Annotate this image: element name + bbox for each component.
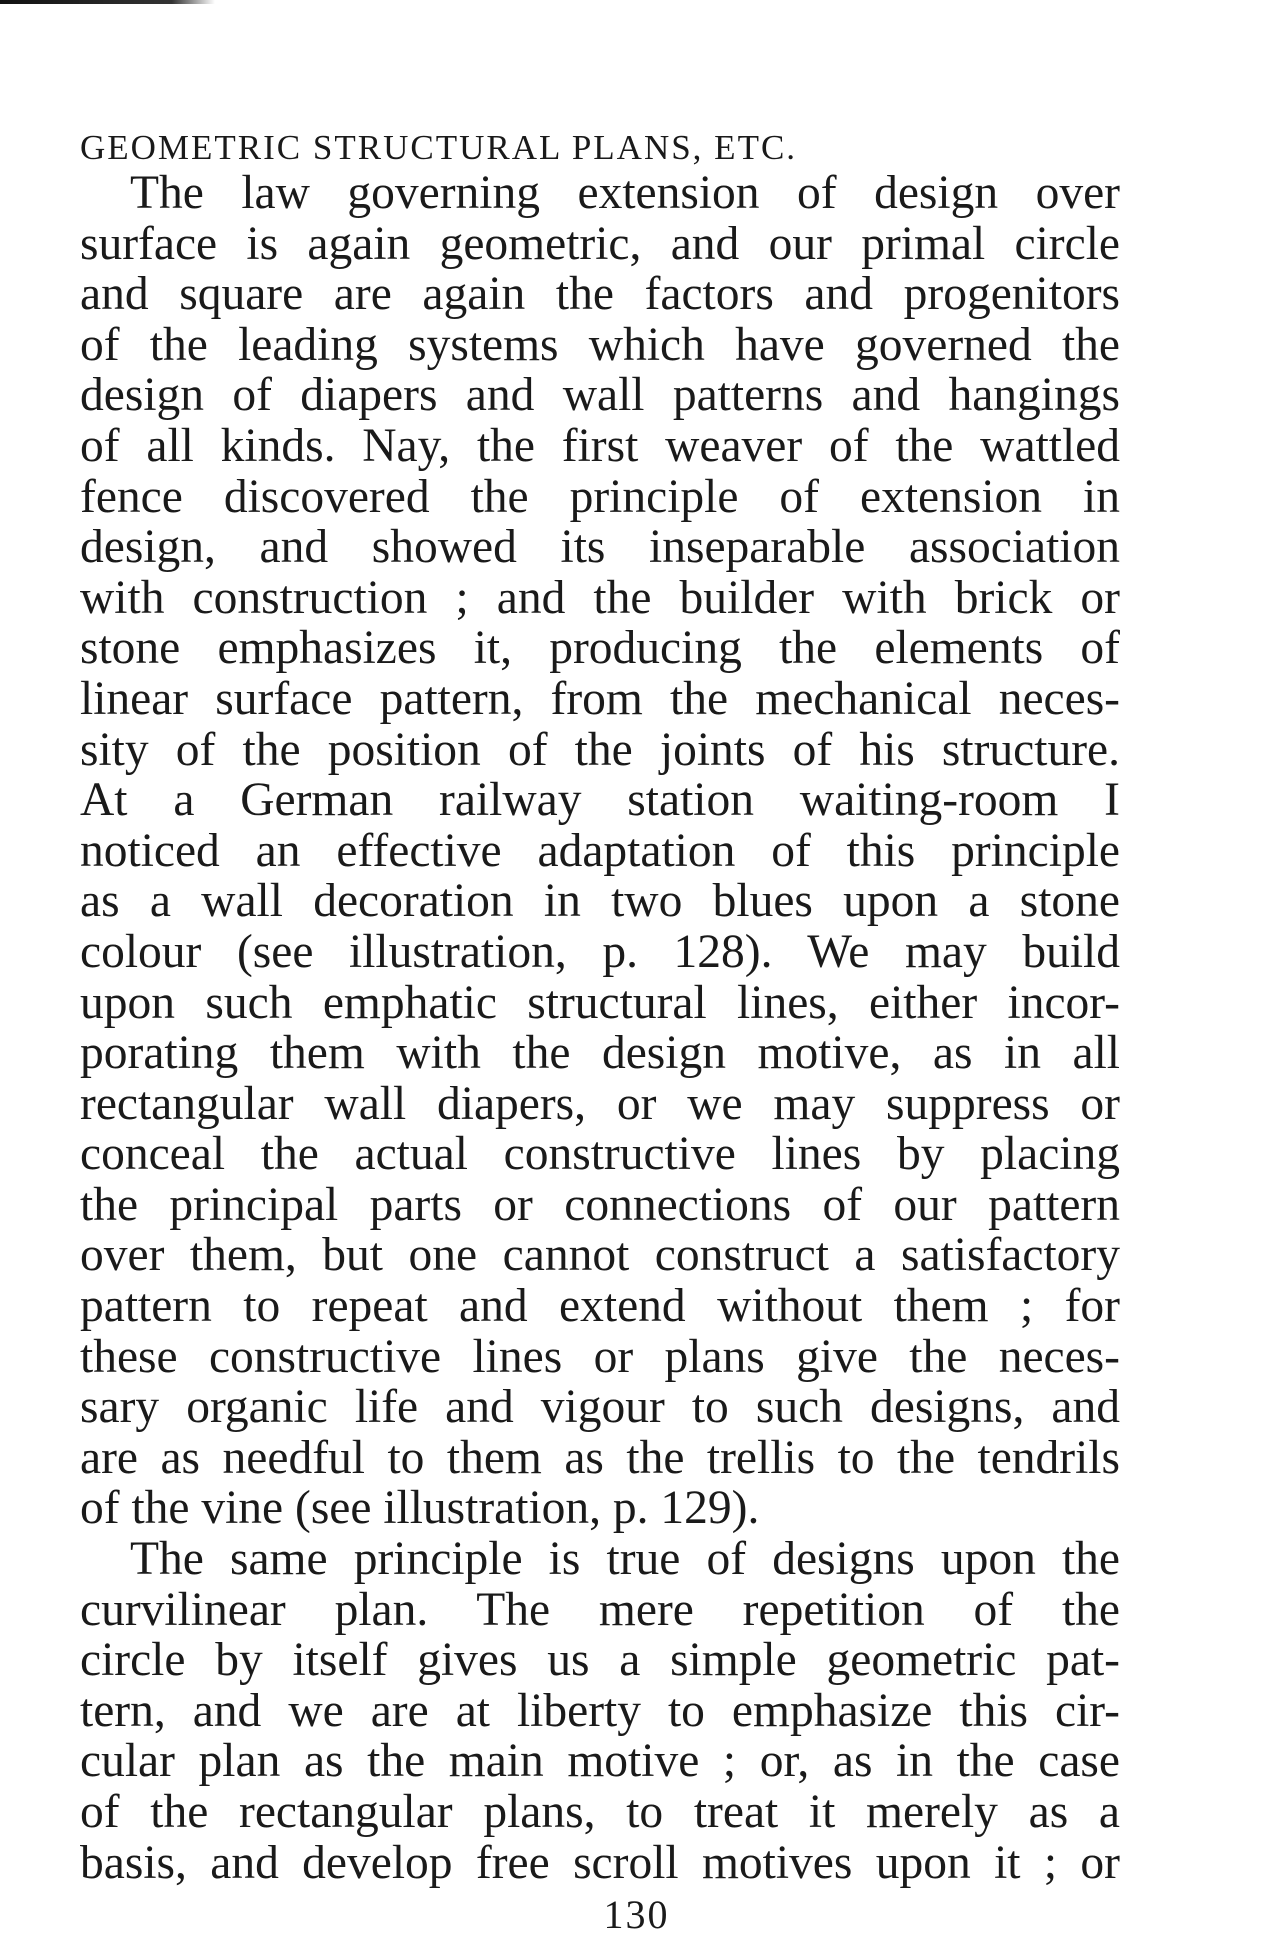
text-line: surface is again geometric, and our primal circle bbox=[80, 217, 1120, 270]
paragraph-2 bbox=[80, 1534, 1120, 1888]
text-line: circle by itself gives us a simple geometric pat- bbox=[80, 1634, 1120, 1687]
text-line: as a wall decoration in two blues upon a stone bbox=[80, 875, 1120, 928]
text-line: At a German railway station waiting-room I bbox=[80, 774, 1120, 827]
text-line: these constructive lines or plans give the neces- bbox=[80, 1330, 1120, 1383]
text-line: stone emphasizes it, producing the elements of bbox=[80, 622, 1120, 675]
text-line: porating them with the design motive, as in all bbox=[80, 1027, 1120, 1080]
text-line: conceal the actual constructive lines by placing bbox=[80, 1128, 1120, 1181]
text-line: of all kinds. Nay, the first weaver of the wattled bbox=[80, 419, 1120, 472]
paragraph-1 bbox=[80, 168, 1120, 1534]
text-line: fence discovered the principle of extension in bbox=[80, 470, 1120, 523]
text-line: linear surface pattern, from the mechanical neces- bbox=[80, 672, 1120, 725]
text-line: cular plan as the main motive ; or, as in the case bbox=[80, 1735, 1120, 1788]
running-head: GEOMETRIC STRUCTURAL PLANS, ETC. bbox=[80, 128, 798, 167]
text-line: of the rectangular plans, to treat it merely as a bbox=[80, 1786, 1120, 1838]
text-line: curvilinear plan. The mere repetition of the bbox=[80, 1583, 1120, 1636]
text-line: design of diapers and wall patterns and hangings bbox=[80, 369, 1120, 422]
text-line: sity of the position of the joints of his structure. bbox=[80, 723, 1120, 776]
text-line: of the vine (see illustration, p. 129). bbox=[80, 1482, 760, 1535]
text-line: noticed an effective adaptation of this principle bbox=[80, 824, 1120, 877]
text-line: upon such emphatic structural lines, either incor- bbox=[80, 976, 1120, 1029]
text-line: tern, and we are at liberty to emphasize this cir- bbox=[80, 1684, 1120, 1737]
text-line: The same principle is true of designs upon the bbox=[130, 1533, 1120, 1586]
text-line: with construction ; and the builder with brick or bbox=[80, 571, 1120, 624]
text-line: are as needful to them as the trellis to the tendrils bbox=[80, 1431, 1120, 1484]
text-line: basis, and develop free scroll motives upon it ; or bbox=[80, 1836, 1120, 1889]
scan-edge-mark bbox=[0, 0, 215, 4]
text-line: The law governing extension of design over bbox=[130, 167, 1120, 219]
text-line: sary organic life and vigour to such designs, and bbox=[80, 1381, 1120, 1434]
book-page bbox=[80, 128, 1120, 1888]
text-line: colour (see illustration, p. 128). We may build bbox=[80, 925, 1120, 978]
page-number: 130 bbox=[603, 1892, 670, 1937]
text-line: design, and showed its inseparable association bbox=[80, 521, 1120, 574]
text-line: pattern to repeat and extend without them ; for bbox=[80, 1280, 1120, 1333]
text-line: rectangular wall diapers, or we may suppress or bbox=[80, 1077, 1120, 1130]
text-line: and square are again the factors and progenitors bbox=[80, 268, 1120, 321]
text-line: over them, but one cannot construct a satisfactory bbox=[80, 1229, 1120, 1282]
text-line: the principal parts or connections of our pattern bbox=[80, 1178, 1120, 1231]
text-line: of the leading systems which have governed the bbox=[80, 318, 1120, 371]
